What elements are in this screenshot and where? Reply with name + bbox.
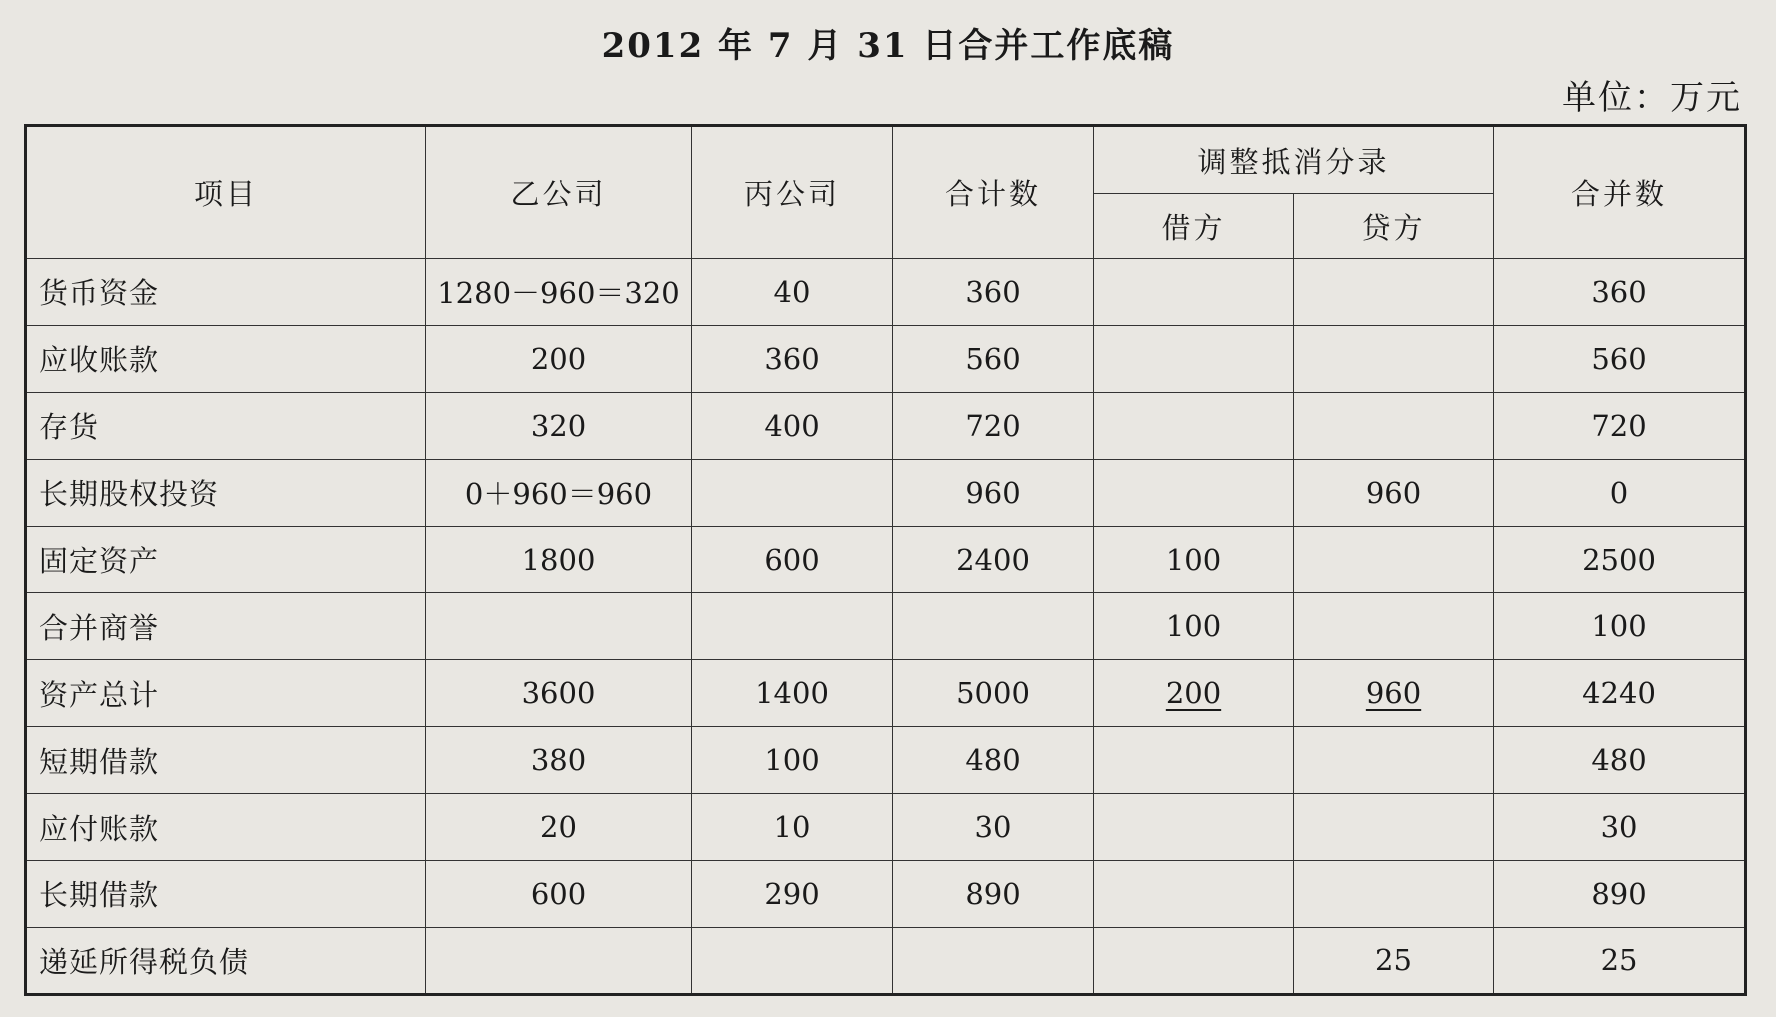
header-credit: 贷方 xyxy=(1294,194,1494,259)
cell-consolidated: 25 xyxy=(1494,927,1746,994)
cell-credit xyxy=(1294,526,1494,593)
cell-company-c: 10 xyxy=(692,794,893,861)
cell-total: 5000 xyxy=(893,660,1094,727)
cell-consolidated: 480 xyxy=(1494,727,1746,794)
cell-company-b: 1800 xyxy=(426,526,692,593)
cell-company-b: 600 xyxy=(426,861,692,928)
cell-credit xyxy=(1294,660,1494,727)
row-item: 长期股权投资 xyxy=(26,459,426,526)
table-row xyxy=(26,459,1746,526)
cell-company-b: 320 xyxy=(426,392,692,459)
cell-debit xyxy=(1094,794,1294,861)
cell-credit xyxy=(1294,392,1494,459)
cell-debit xyxy=(1094,325,1294,392)
cell-total: 720 xyxy=(893,392,1094,459)
cell-credit xyxy=(1294,727,1494,794)
cell-credit xyxy=(1294,861,1494,928)
cell-company-c xyxy=(692,927,893,994)
cell-total xyxy=(893,927,1094,994)
cell-total: 560 xyxy=(893,325,1094,392)
row-item: 递延所得税负债 xyxy=(26,927,426,994)
row-item: 长期借款 xyxy=(26,861,426,928)
row-item: 存货 xyxy=(26,392,426,459)
table-row xyxy=(26,660,1746,727)
cell-total: 30 xyxy=(893,794,1094,861)
header-total: 合计数 xyxy=(893,126,1094,259)
row-item: 合并商誉 xyxy=(26,593,426,660)
cell-consolidated: 30 xyxy=(1494,794,1746,861)
table-row xyxy=(26,794,1746,861)
cell-consolidated: 4240 xyxy=(1494,660,1746,727)
debit-subtotal: 200 xyxy=(1165,676,1222,711)
cell-company-b: 1280－960＝320 xyxy=(426,259,692,326)
cell-company-c: 400 xyxy=(692,392,893,459)
cell-total: 2400 xyxy=(893,526,1094,593)
cell-company-c: 290 xyxy=(692,861,893,928)
cell-credit xyxy=(1294,259,1494,326)
header-adjustments: 调整抵消分录 xyxy=(1094,126,1494,194)
cell-consolidated: 100 xyxy=(1494,593,1746,660)
row-item: 短期借款 xyxy=(26,727,426,794)
cell-debit xyxy=(1094,392,1294,459)
cell-company-b: 0＋960＝960 xyxy=(426,459,692,526)
table-row xyxy=(26,927,1746,994)
cell-consolidated: 360 xyxy=(1494,259,1746,326)
table-row xyxy=(26,593,1746,660)
header-debit: 借方 xyxy=(1094,194,1294,259)
cell-company-b: 20 xyxy=(426,794,692,861)
cell-company-c: 360 xyxy=(692,325,893,392)
credit-subtotal: 960 xyxy=(1365,676,1422,711)
table-row xyxy=(26,325,1746,392)
cell-total xyxy=(893,593,1094,660)
cell-company-b xyxy=(426,927,692,994)
cell-credit xyxy=(1294,794,1494,861)
cell-credit xyxy=(1294,325,1494,392)
unit-label: 单位：万元 xyxy=(1562,78,1742,118)
cell-consolidated: 0 xyxy=(1494,459,1746,526)
cell-debit xyxy=(1094,861,1294,928)
cell-consolidated: 890 xyxy=(1494,861,1746,928)
cell-company-c: 600 xyxy=(692,526,893,593)
cell-total: 360 xyxy=(893,259,1094,326)
table-row xyxy=(26,392,1746,459)
cell-company-b xyxy=(426,593,692,660)
cell-total: 890 xyxy=(893,861,1094,928)
table-row xyxy=(26,526,1746,593)
cell-company-c xyxy=(692,459,893,526)
cell-debit: 100 xyxy=(1094,526,1294,593)
cell-company-b: 200 xyxy=(426,325,692,392)
cell-credit: 960 xyxy=(1294,459,1494,526)
row-item: 固定资产 xyxy=(26,526,426,593)
cell-company-c xyxy=(692,593,893,660)
cell-company-c: 40 xyxy=(692,259,893,326)
header-company-c: 丙公司 xyxy=(692,126,893,259)
table-row xyxy=(26,861,1746,928)
cell-consolidated: 560 xyxy=(1494,325,1746,392)
table-row xyxy=(26,259,1746,326)
cell-credit xyxy=(1294,593,1494,660)
row-item: 应付账款 xyxy=(26,794,426,861)
row-item: 货币资金 xyxy=(26,259,426,326)
header-item: 项目 xyxy=(26,126,426,259)
cell-debit xyxy=(1094,927,1294,994)
cell-debit xyxy=(1094,459,1294,526)
table-row xyxy=(26,727,1746,794)
consolidation-worksheet-table xyxy=(24,124,1747,996)
cell-company-c: 100 xyxy=(692,727,893,794)
row-item: 应收账款 xyxy=(26,325,426,392)
cell-credit: 25 xyxy=(1294,927,1494,994)
cell-debit xyxy=(1094,727,1294,794)
cell-debit: 100 xyxy=(1094,593,1294,660)
cell-company-b: 3600 xyxy=(426,660,692,727)
cell-company-c: 1400 xyxy=(692,660,893,727)
cell-company-b: 380 xyxy=(426,727,692,794)
header-company-b: 乙公司 xyxy=(426,126,692,259)
page-title: 2012 年 7 月 31 日合并工作底稿 xyxy=(601,26,1175,66)
cell-total: 960 xyxy=(893,459,1094,526)
cell-debit xyxy=(1094,259,1294,326)
cell-consolidated: 720 xyxy=(1494,392,1746,459)
header-consolidated: 合并数 xyxy=(1494,126,1746,259)
row-item: 资产总计 xyxy=(26,660,426,727)
cell-debit xyxy=(1094,660,1294,727)
cell-total: 480 xyxy=(893,727,1094,794)
cell-consolidated: 2500 xyxy=(1494,526,1746,593)
